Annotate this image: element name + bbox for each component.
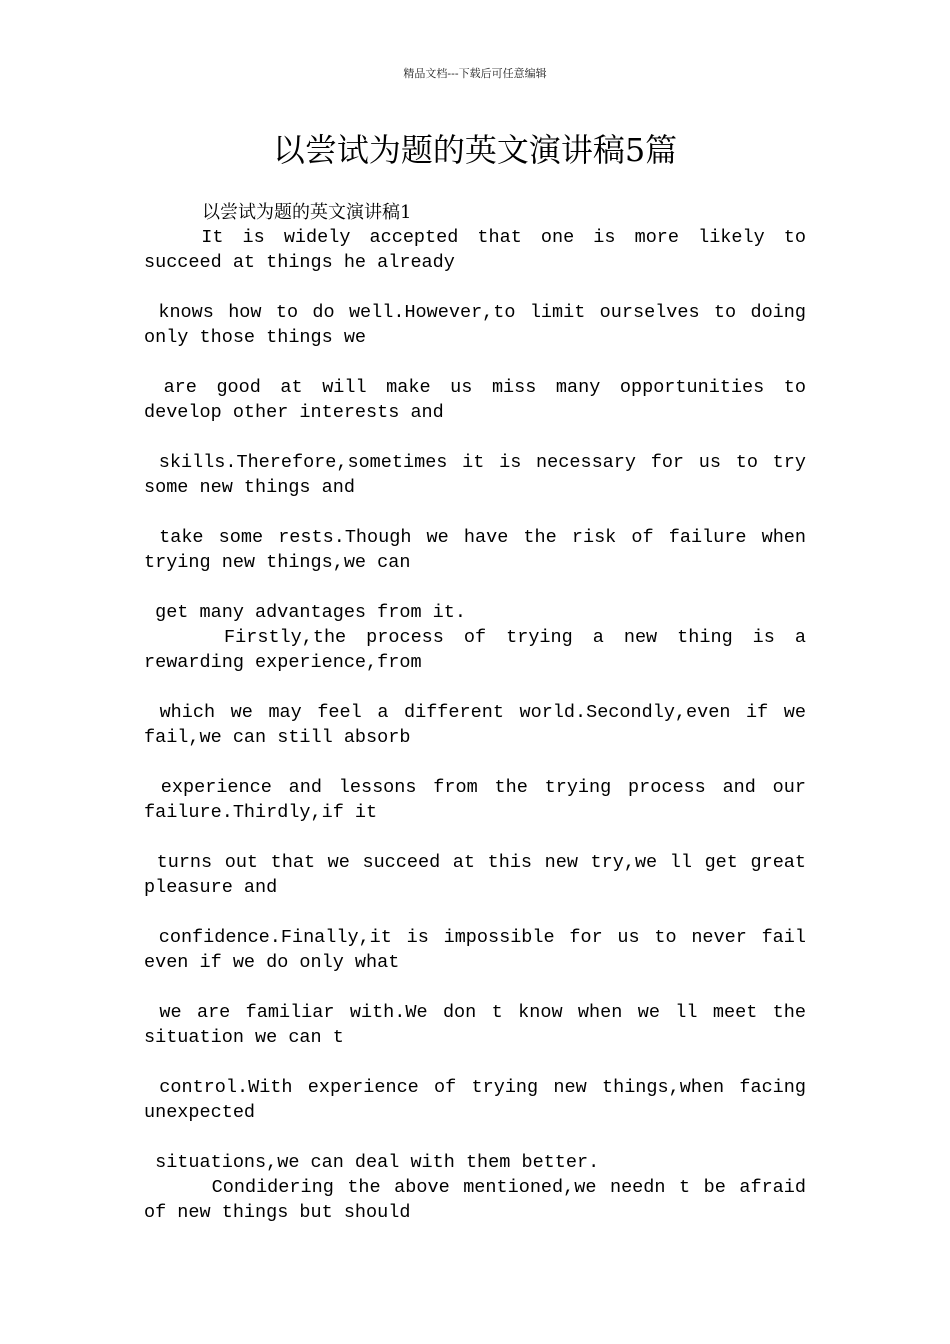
paragraph	[144, 775, 806, 825]
text-line: trying new things,we can	[144, 552, 411, 573]
text-line: even if we do only what	[144, 952, 400, 973]
text-line: control.With experience of trying new things,when facing	[144, 1077, 806, 1098]
text-line: succeed at things he already	[144, 252, 455, 273]
text-line: situation we can t	[144, 1027, 344, 1048]
section-subtitle: 以尝试为题的英文演讲稿1	[202, 202, 412, 223]
document-title: 以尝试为题的英文演讲稿5篇	[272, 131, 678, 169]
text-line: Firstly,the process of trying a new thing is a	[144, 627, 806, 648]
text-line: take some rests.Though we have the risk of failure when	[144, 527, 806, 548]
paragraph	[144, 375, 806, 425]
paragraph	[144, 700, 806, 750]
text-line: pleasure and	[144, 877, 278, 898]
body-text	[144, 225, 806, 1225]
text-line: Condidering the above mentioned,we needn t be afraid	[144, 1177, 806, 1198]
text-line: unexpected	[144, 1102, 256, 1123]
text-line: fail,we can still absorb	[144, 727, 411, 748]
text-line: experience and lessons from the trying process and our	[144, 777, 806, 798]
paragraph	[144, 850, 806, 900]
paragraph	[144, 925, 806, 975]
paragraph	[144, 450, 806, 500]
paragraph	[144, 225, 806, 275]
text-line: skills.Therefore,sometimes it is necessary for us to try	[144, 452, 806, 473]
paragraph	[144, 1150, 806, 1225]
text-line: failure.Thirdly,if it	[144, 802, 378, 823]
text-line: get many advantages from it.	[144, 602, 466, 623]
paragraph	[144, 525, 806, 575]
text-line: which we may feel a different world.Secondly,even if we	[144, 702, 806, 723]
text-line: some new things and	[144, 477, 355, 498]
text-line: turns out that we succeed at this new try,we ll get great	[144, 852, 806, 873]
text-line: knows how to do well.However,to limit ourselves to doing	[144, 302, 806, 323]
text-line: we are familiar with.We don t know when we ll meet the	[144, 1002, 806, 1023]
paragraph	[144, 1075, 806, 1125]
text-line: situations,we can deal with them better.	[144, 1152, 600, 1173]
text-line: It is widely accepted that one is more likely to	[144, 227, 806, 248]
text-line: rewarding experience,from	[144, 652, 422, 673]
header-note: 精品文档---下载后可任意编辑	[403, 67, 547, 80]
paragraph	[144, 300, 806, 350]
text-line: develop other interests and	[144, 402, 444, 423]
text-line: only those things we	[144, 327, 367, 348]
text-line: of new things but should	[144, 1202, 411, 1223]
paragraph	[144, 600, 806, 675]
text-line: are good at will make us miss many opportunities to	[144, 377, 806, 398]
text-line: confidence.Finally,it is impossible for us to never fail	[144, 927, 806, 948]
paragraph	[144, 1000, 806, 1050]
